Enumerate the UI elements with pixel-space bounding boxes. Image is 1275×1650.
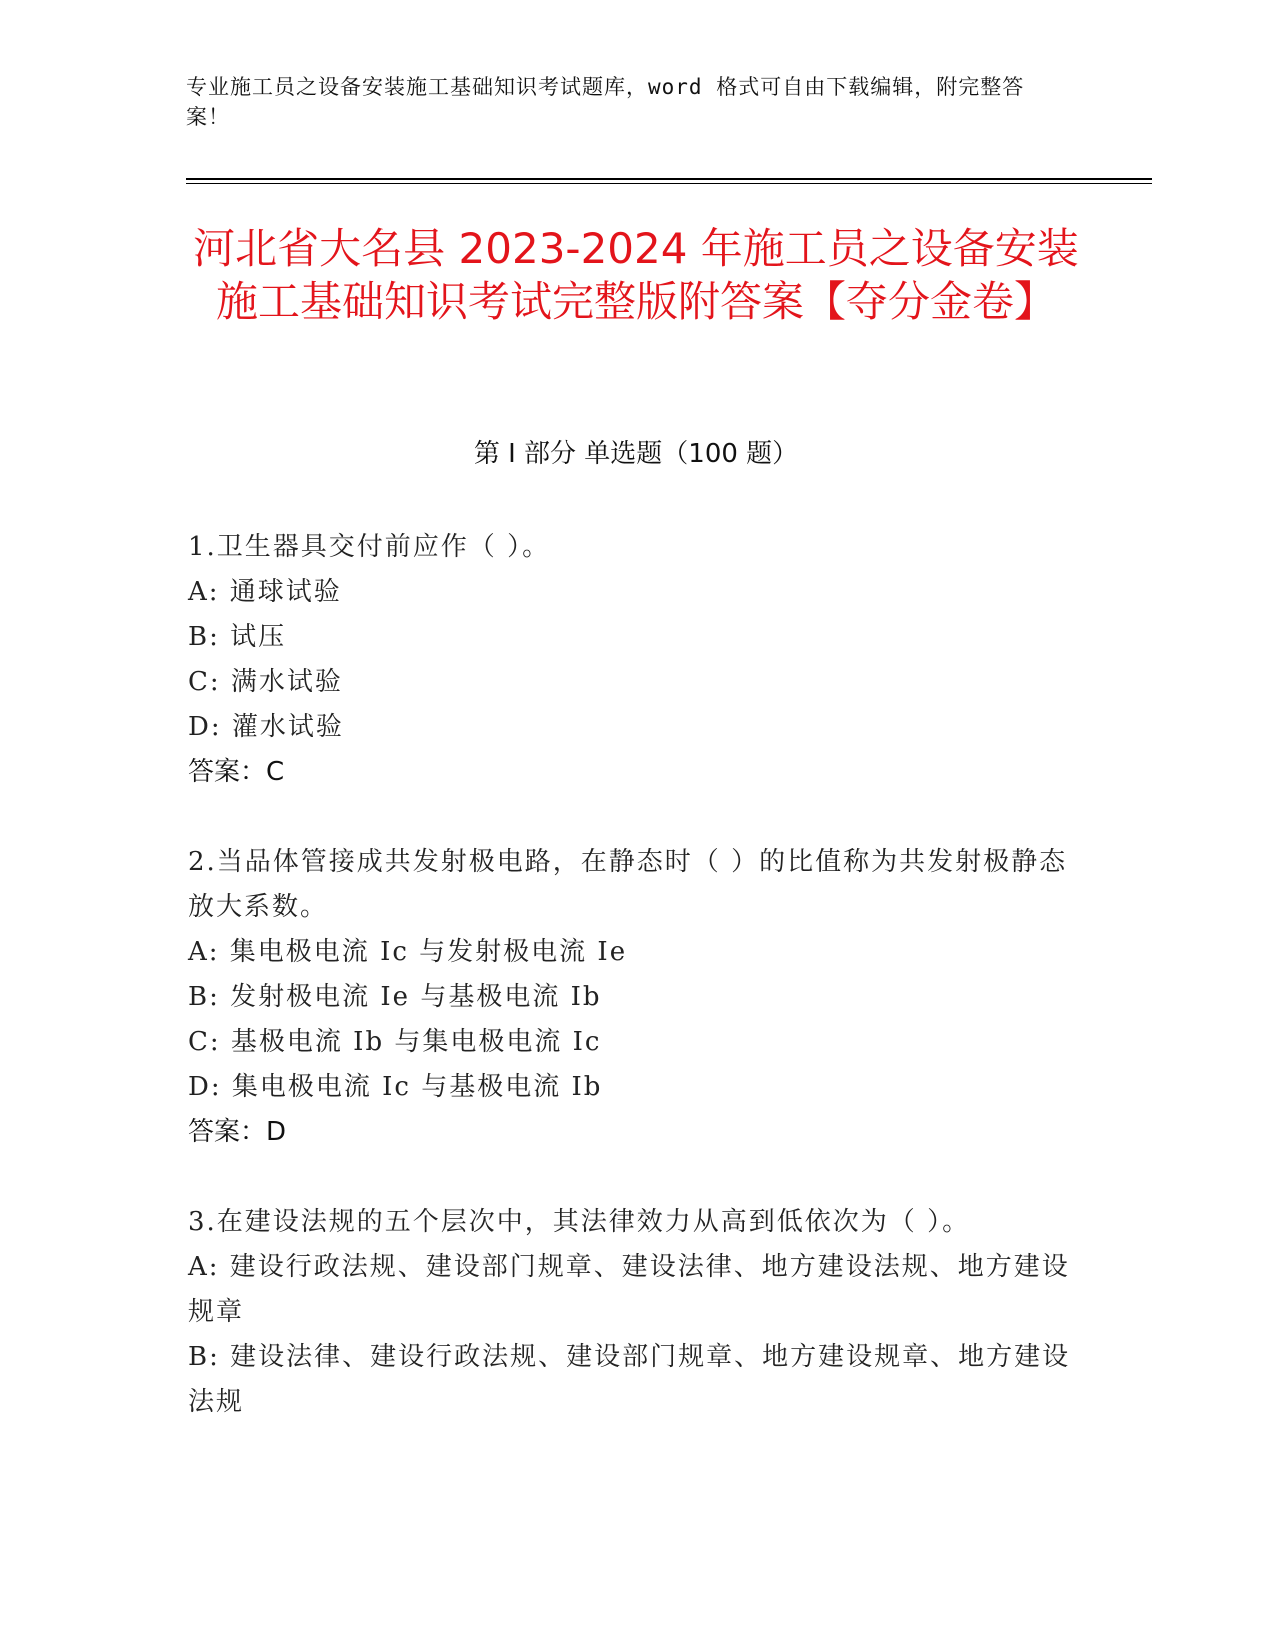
header-divider-thick xyxy=(186,178,1152,180)
question-1 xyxy=(188,525,1088,795)
option-b: B: 发射极电流 Ie 与基极电流 Ib xyxy=(188,982,602,1012)
question-stem: 1.卫生器具交付前应作（ ）。 xyxy=(188,532,551,562)
option-b: B: 建设法律、建设行政法规、建设部门规章、地方建设规章、地方建设法规 xyxy=(188,1342,1071,1417)
option-c: C: 满水试验 xyxy=(188,667,343,697)
answer: 答案：C xyxy=(188,757,285,787)
question-3 xyxy=(188,1200,1088,1425)
question-stem: 2.当品体管接成共发射极电路，在静态时（ ）的比值称为共发射极静态放大系数。 xyxy=(188,847,1068,922)
option-d: D: 集电极电流 Ic 与基极电流 Ib xyxy=(188,1072,603,1102)
section-heading: 第 I 部分 单选题（100 题） xyxy=(473,439,799,469)
question-2 xyxy=(188,840,1088,1155)
header-note: 专业施工员之设备安装施工基础知识考试题库，word 格式可自由下载编辑，附完整答案！ xyxy=(186,75,1025,129)
option-b: B: 试压 xyxy=(188,622,287,652)
option-a: A: 通球试验 xyxy=(188,577,342,607)
answer: 答案：D xyxy=(188,1117,287,1147)
option-d: D: 灌水试验 xyxy=(188,712,344,742)
option-a: A: 集电极电流 Ic 与发射极电流 Ie xyxy=(188,937,628,967)
header-divider-thin xyxy=(186,183,1152,184)
question-stem: 3.在建设法规的五个层次中，其法律效力从高到低依次为（ ）。 xyxy=(188,1207,971,1237)
document-title: 河北省大名县 2023-2024 年施工员之设备安装施工基础知识考试完整版附答案【夺分金卷】 xyxy=(193,224,1079,326)
option-a: A: 建设行政法规、建设部门规章、建设法律、地方建设法规、地方建设规章 xyxy=(188,1252,1070,1327)
question-list xyxy=(188,525,1088,1470)
option-c: C: 基极电流 Ib 与集电极电流 Ic xyxy=(188,1027,602,1057)
